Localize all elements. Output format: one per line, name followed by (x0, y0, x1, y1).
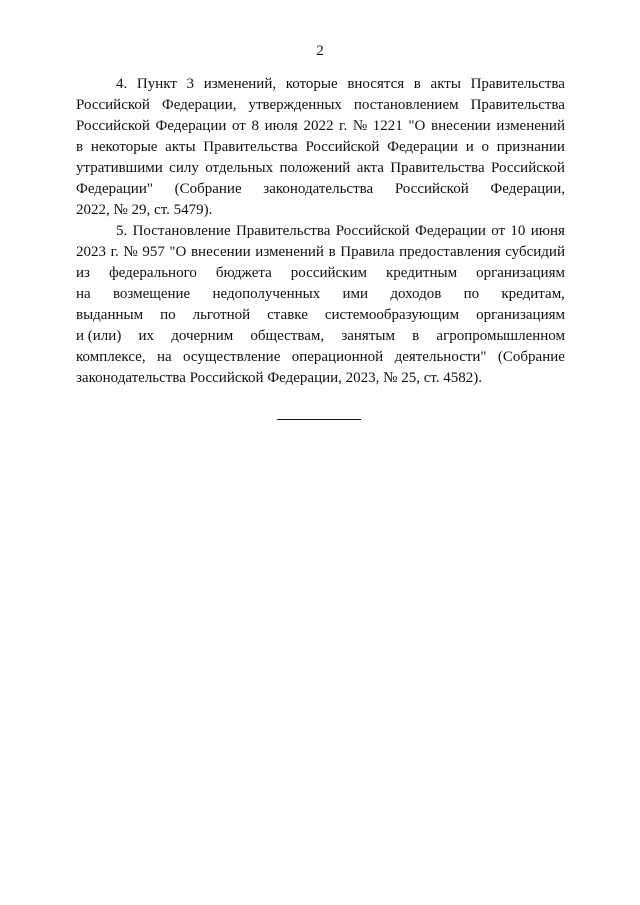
text-line: законодательства Российской Федерации, 2023, № 25, ст. 4582). (76, 370, 483, 386)
text-line: 4. Пункт 3 изменений, которые вносятся в акты Правительства (116, 76, 565, 92)
text-line: и (или) их дочерним обществам, занятым в агропромышленном (76, 328, 565, 344)
text-line: Федерации" (Собрание законодательства Российской Федерации, (76, 181, 565, 197)
text-line: на возмещение недополученных ими доходов по кредитам, (76, 286, 565, 302)
text-line: утратившими силу отдельных положений акта Правительства Российской (76, 160, 565, 176)
text-line: 2023 г. № 957 "О внесении изменений в Правила предоставления субсидий (76, 244, 565, 260)
text-line: выданным по льготной ставке системообразующим организациям (76, 307, 565, 323)
text-line: комплексе, на осуществление операционной деятельности" (Собрание (76, 349, 565, 365)
page-number: 2 (316, 43, 324, 59)
text-line: в некоторые акты Правительства Российской Федерации и о признании (76, 139, 565, 155)
text-line: 2022, № 29, ст. 5479). (76, 202, 213, 218)
text-line: из федерального бюджета российским кредитным организациям (76, 265, 565, 281)
text-line: Российской Федерации, утвержденных постановлением Правительства (76, 97, 565, 113)
text-line: 5. Постановление Правительства Российской Федерации от 10 июня (116, 223, 565, 239)
horizontal-rule (277, 419, 361, 420)
text-line: Российской Федерации от 8 июля 2022 г. № 1221 "О внесении изменений (76, 118, 565, 134)
